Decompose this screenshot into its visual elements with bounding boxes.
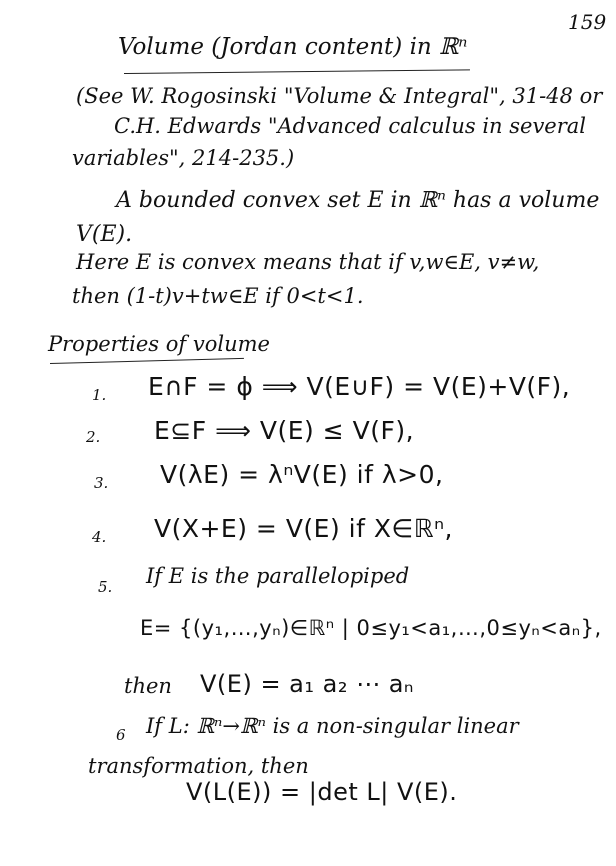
property-number-5: 5. <box>98 578 113 596</box>
properties-heading-underline <box>50 358 244 364</box>
intro-line-1: A bounded convex set E in ℝⁿ has a volume <box>116 188 600 213</box>
property-formula-3: V(λE) = λⁿV(E) if λ>0, <box>160 460 444 489</box>
reference-line-1: (See W. Rogosinski "Volume & Integral", 31-48 or <box>76 84 603 108</box>
property-number-6: 6 <box>116 726 126 744</box>
reference-line-3: variables", 214-235.) <box>72 146 295 170</box>
item5-then: then <box>124 674 172 698</box>
property-formula-4: V(X+E) = V(E) if X∈ℝⁿ, <box>154 514 453 543</box>
property-formula-2: E⊆F ⟹ V(E) ≤ V(F), <box>154 416 415 445</box>
reference-line-2: C.H. Edwards "Advanced calculus in several <box>114 114 587 138</box>
item5-formula: E= {(y₁,…,yₙ)∈ℝⁿ | 0≤y₁<a₁,…,0≤yₙ<aₙ}, <box>140 616 602 640</box>
property-number-3: 3. <box>94 474 109 492</box>
page-number: 159 <box>568 10 607 34</box>
page-title: Volume (Jordan content) in ℝⁿ <box>118 34 468 60</box>
intro-line-2: V(E). <box>76 222 133 247</box>
item6-result: V(L(E)) = |det L| V(E). <box>186 778 458 806</box>
intro-line-4: then (1-t)v+tw∈E if 0<t<1. <box>72 284 364 308</box>
property-formula-1: E∩F = ϕ ⟹ V(E∪F) = V(E)+V(F), <box>148 372 571 401</box>
item6-text-2: transformation, then <box>88 754 309 778</box>
property-number-4: 4. <box>92 528 107 546</box>
item6-text: If L: ℝⁿ→ℝⁿ is a non-singular linear <box>146 714 519 738</box>
item5-result: V(E) = a₁ a₂ ⋯ aₙ <box>200 670 414 698</box>
intro-line-3: Here E is convex means that if v,w∈E, v≠w, <box>76 250 540 274</box>
property-number-2: 2. <box>86 428 101 446</box>
item5-text: If E is the parallelopiped <box>146 564 410 588</box>
properties-heading: Properties of volume <box>48 332 270 356</box>
title-underline <box>124 69 470 74</box>
property-number-1: 1. <box>92 386 107 404</box>
